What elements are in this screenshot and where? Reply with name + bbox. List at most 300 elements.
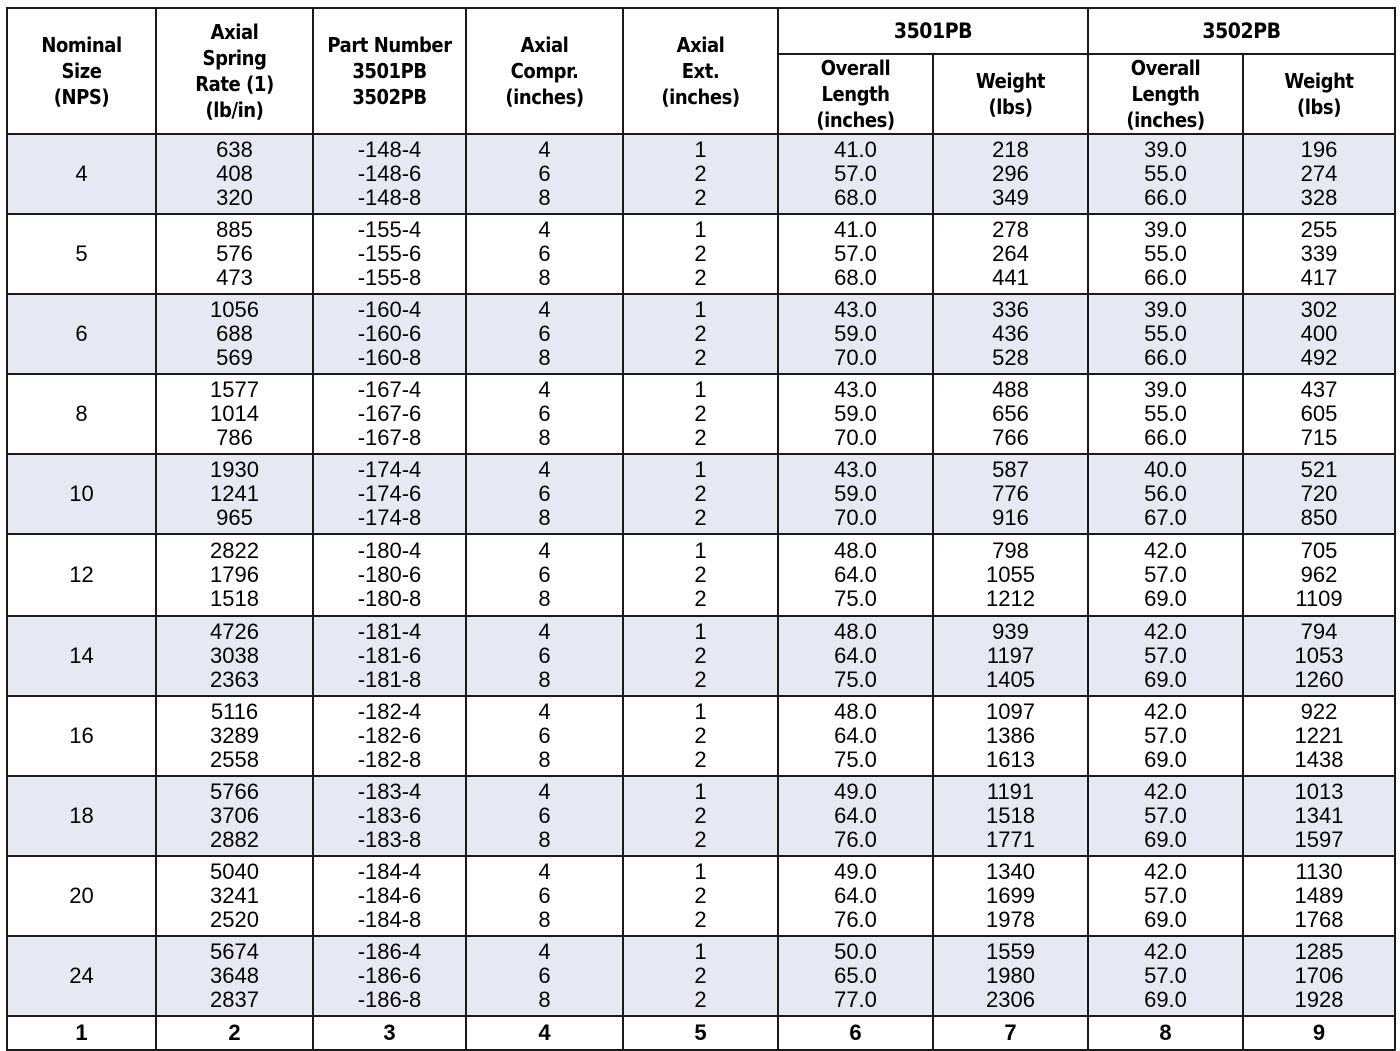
axial-ext-cell [623,776,778,856]
cell-value: 48.0 [834,699,877,724]
cell-value: 8 [538,907,551,932]
3501-weight-cell [933,134,1088,214]
cell-value: 1285 [1294,939,1344,964]
header-group-3502pb: 3502PB [1103,8,1379,54]
header-line: (inches) [1126,108,1205,132]
3501-overall-length-cell [778,454,933,534]
column-number-row [7,1016,1395,1050]
cell-value: 2 [694,907,707,932]
cell-value: -167-4 [357,377,422,402]
cell-value: 1 [694,699,707,724]
header-line: Overall Length [1130,56,1201,106]
cell-value: 40.0 [1144,457,1187,482]
part-number-cell [313,294,466,374]
cell-value: -184-6 [357,883,422,908]
cell-value: 1438 [1294,747,1344,772]
cell-value: 605 [1300,401,1338,426]
cell-value: 218 [992,137,1029,162]
cell-value: 1055 [986,562,1035,587]
column-number-cell: 9 [1243,1016,1395,1050]
cell-value: 1386 [986,723,1035,748]
cell-value: 8 [538,425,551,450]
cell-value: 885 [216,217,253,242]
cell-value: 4 [538,939,551,964]
spring-rate-cell [156,534,313,616]
cell-value: 473 [216,265,253,290]
cell-value: 1930 [210,457,259,482]
table-row [7,534,1395,616]
cell-value: 798 [992,538,1029,563]
cell-value: 922 [1300,699,1338,724]
3502-weight-cell [1243,776,1395,856]
cell-value: 2 [694,185,707,210]
cell-value: 776 [992,481,1029,506]
cell-value: 576 [216,241,253,266]
cell-value: 69.0 [1144,747,1187,772]
spring-rate-cell [156,454,313,534]
header-group-3501pb: 3501PB [794,8,1073,54]
cell-value: 1 [694,377,707,402]
cell-value: 1928 [1294,987,1344,1012]
cell-value: 2 [694,481,707,506]
3501-weight-cell [933,696,1088,776]
cell-value: 705 [1300,538,1338,563]
cell-value: 715 [1300,425,1338,450]
3501-overall-length-cell [778,776,933,856]
cell-value: -180-6 [357,562,422,587]
cell-value: 6 [538,643,551,668]
header-line: Axial [210,20,259,44]
cell-value: 2558 [210,747,259,772]
axial-ext-cell [623,214,778,294]
axial-compr-cell [466,294,623,374]
3502-overall-length-cell [1088,454,1243,534]
cell-value: 2306 [986,987,1035,1012]
cell-value: 1 [694,217,707,242]
cell-value: 2 [694,667,707,692]
cell-value: 638 [216,137,253,162]
cell-value: 1613 [986,747,1035,772]
3501-weight-cell [933,294,1088,374]
cell-value: 1489 [1294,883,1344,908]
cell-value: 2 [694,803,707,828]
header-3501-overall-length [786,54,926,134]
cell-value: 8 [538,586,551,611]
header-nominal-size [14,8,148,134]
cell-value: 50.0 [834,939,877,964]
cell-value: 6 [538,321,551,346]
cell-value: 39.0 [1144,217,1187,242]
3501-overall-length-cell [778,534,933,616]
cell-value: -155-8 [357,265,422,290]
cell-value: 521 [1300,457,1338,482]
cell-value: -181-6 [357,643,422,668]
part-number-cell [313,134,466,214]
cell-value: 6 [538,883,551,908]
part-number-cell [313,616,466,696]
cell-value: -174-4 [357,457,422,482]
cell-value: 2 [694,241,707,266]
cell-value: 1768 [1294,907,1344,932]
cell-value: 1 [694,457,707,482]
cell-value: 1197 [986,643,1035,668]
cell-value: 57.0 [1144,803,1187,828]
cell-value: 569 [216,345,253,370]
part-number-cell [313,374,466,454]
part-number-cell [313,776,466,856]
cell-value: 1341 [1294,803,1344,828]
3501-weight-cell [933,616,1088,696]
header-line: Size [61,59,102,83]
3502-weight-cell [1243,214,1395,294]
cell-value: 56.0 [1144,481,1187,506]
axial-compr-cell [466,936,623,1016]
cell-value: 59.0 [834,401,877,426]
axial-ext-cell [623,936,778,1016]
table-row [7,696,1395,776]
cell-value: 339 [1300,241,1338,266]
cell-value: 8 [538,747,551,772]
cell-value: -160-6 [357,321,422,346]
cell-value: 688 [216,321,253,346]
cell-value: 2 [694,643,707,668]
cell-value: 2 [694,827,707,852]
header-3502-overall-length [1096,54,1236,134]
column-number-cell: 3 [313,1016,466,1050]
cell-value: 850 [1300,505,1338,530]
cell-value: 720 [1300,481,1338,506]
3502-overall-length-cell [1088,856,1243,936]
cell-value: 59.0 [834,481,877,506]
cell-value: 1 [694,538,707,563]
3501-overall-length-cell [778,936,933,1016]
axial-ext-cell [623,616,778,696]
3501-weight-cell [933,936,1088,1016]
cell-value: 1109 [1295,586,1343,611]
cell-value: -174-6 [357,481,422,506]
axial-compr-cell [466,134,623,214]
column-number-cell: 2 [156,1016,313,1050]
axial-compr-cell [466,454,623,534]
cell-value: 1221 [1294,723,1344,748]
cell-value: 2 [694,345,707,370]
cell-value: 296 [992,161,1029,186]
column-number-cell: 8 [1088,1016,1243,1050]
cell-value: 69.0 [1144,586,1187,611]
cell-value: 4 [538,619,551,644]
3502-overall-length-cell [1088,936,1243,1016]
3502-weight-cell [1243,374,1395,454]
cell-value: -160-4 [357,297,422,322]
cell-value: 6 [538,161,551,186]
cell-value: 48.0 [834,619,877,644]
3501-weight-cell [933,374,1088,454]
cell-value: 2 [694,161,707,186]
axial-compr-cell [466,214,623,294]
axial-ext-cell [623,374,778,454]
cell-value: 42.0 [1144,699,1187,724]
3501-overall-length-cell [778,374,933,454]
cell-value: 4 [538,538,551,563]
cell-value: 4 [538,297,551,322]
cell-value: 1980 [986,963,1035,988]
cell-value: 5674 [210,939,259,964]
spec-table-container [6,7,1396,1051]
table-body [7,134,1395,1016]
cell-value: 436 [992,321,1029,346]
3501-weight-cell [933,534,1088,616]
header-line: Ext. [681,59,720,83]
header-line: Weight [1284,69,1354,93]
cell-value: 4 [538,859,551,884]
cell-value: -167-6 [357,401,422,426]
cell-value: 1518 [986,803,1035,828]
nominal-size-cell: 12 [7,534,156,616]
cell-value: 66.0 [1144,185,1187,210]
cell-value: 57.0 [1144,562,1187,587]
header-line: (lb/in) [205,98,264,122]
header-line: Part Number [327,33,452,57]
cell-value: -148-6 [357,161,422,186]
header-line: 3502PB [352,85,427,109]
cell-value: 587 [992,457,1029,482]
spring-rate-cell [156,936,313,1016]
cell-value: 488 [992,377,1029,402]
spring-rate-cell [156,696,313,776]
nominal-size-cell: 8 [7,374,156,454]
cell-value: 75.0 [834,747,877,772]
cell-value: 1212 [986,586,1035,611]
cell-value: 3038 [210,643,259,668]
cell-value: 4726 [210,619,259,644]
cell-value: 336 [992,297,1029,322]
cell-value: 66.0 [1144,345,1187,370]
spring-rate-cell [156,776,313,856]
cell-value: -155-4 [357,217,422,242]
cell-value: 39.0 [1144,137,1187,162]
cell-value: 66.0 [1144,265,1187,290]
cell-value: -167-8 [357,425,422,450]
cell-value: 492 [1300,345,1338,370]
3502-weight-cell [1243,454,1395,534]
3501-overall-length-cell [778,214,933,294]
cell-value: 59.0 [834,321,877,346]
cell-value: 1796 [210,562,259,587]
table-footer [7,1016,1395,1050]
table-row [7,214,1395,294]
cell-value: 68.0 [834,265,877,290]
3502-overall-length-cell [1088,134,1243,214]
cell-value: 8 [538,185,551,210]
3501-overall-length-cell [778,696,933,776]
cell-value: -155-6 [357,241,422,266]
3502-overall-length-cell [1088,616,1243,696]
cell-value: 41.0 [834,137,877,162]
cell-value: 57.0 [1144,963,1187,988]
axial-ext-cell [623,454,778,534]
part-number-cell [313,214,466,294]
spring-rate-cell [156,294,313,374]
cell-value: 196 [1300,137,1338,162]
cell-value: 64.0 [834,643,877,668]
cell-value: 2 [694,505,707,530]
cell-value: 69.0 [1144,667,1187,692]
table-header [7,8,1395,134]
cell-value: 64.0 [834,803,877,828]
cell-value: 6 [538,562,551,587]
cell-value: 786 [216,425,253,450]
cell-value: 66.0 [1144,425,1187,450]
cell-value: 75.0 [834,667,877,692]
cell-value: 2 [694,987,707,1012]
3502-overall-length-cell [1088,534,1243,616]
cell-value: 1 [694,939,707,964]
cell-value: 1559 [986,939,1035,964]
cell-value: 2837 [210,987,259,1012]
cell-value: 2 [694,723,707,748]
cell-value: -181-8 [357,667,422,692]
3502-overall-length-cell [1088,374,1243,454]
cell-value: 939 [992,619,1029,644]
cell-value: 2 [694,562,707,587]
cell-value: -182-8 [357,747,422,772]
cell-value: 278 [992,217,1029,242]
cell-value: 2 [694,747,707,772]
cell-value: 255 [1300,217,1338,242]
cell-value: 41.0 [834,217,877,242]
axial-compr-cell [466,856,623,936]
spring-rate-cell [156,214,313,294]
cell-value: 1130 [1295,859,1343,884]
header-axial-spring-rate [164,8,305,134]
cell-value: 2 [694,963,707,988]
header-part-number [321,8,459,134]
cell-value: 4 [538,137,551,162]
cell-value: -160-8 [357,345,422,370]
3501-overall-length-cell [778,294,933,374]
cell-value: 1241 [210,481,259,506]
header-line: (inches) [816,108,895,132]
header-3501-weight [941,54,1081,134]
spring-rate-cell [156,374,313,454]
cell-value: 6 [538,963,551,988]
cell-value: 8 [538,345,551,370]
nominal-size-cell: 24 [7,936,156,1016]
3502-weight-cell [1243,534,1395,616]
cell-value: 2 [694,321,707,346]
table-row [7,374,1395,454]
nominal-size-cell: 18 [7,776,156,856]
cell-value: 656 [992,401,1029,426]
cell-value: 916 [992,505,1029,530]
header-line: Compr. [510,59,579,83]
3501-overall-length-cell [778,616,933,696]
spring-rate-cell [156,616,313,696]
cell-value: 57.0 [1144,643,1187,668]
cell-value: 1053 [1294,643,1344,668]
cell-value: 5766 [210,779,259,804]
cell-value: 417 [1300,265,1338,290]
cell-value: 4 [538,457,551,482]
cell-value: 8 [538,827,551,852]
cell-value: 69.0 [1144,987,1187,1012]
header-line: (inches) [661,85,740,109]
column-number-cell: 4 [466,1016,623,1050]
cell-value: 766 [992,425,1029,450]
cell-value: -184-4 [357,859,422,884]
cell-value: 1 [694,297,707,322]
column-number-cell: 1 [7,1016,156,1050]
cell-value: 67.0 [1144,505,1187,530]
3502-weight-cell [1243,696,1395,776]
header-line: (lbs) [988,95,1033,119]
cell-value: 49.0 [834,859,877,884]
cell-value: -183-6 [357,803,422,828]
cell-value: 794 [1300,619,1338,644]
cell-value: 1 [694,859,707,884]
header-line: (inches) [505,85,584,109]
cell-value: 39.0 [1144,297,1187,322]
cell-value: 42.0 [1144,538,1187,563]
header-line: Nominal [41,33,122,57]
cell-value: 42.0 [1144,859,1187,884]
3502-weight-cell [1243,936,1395,1016]
axial-compr-cell [466,616,623,696]
cell-value: 48.0 [834,538,877,563]
cell-value: 4 [538,377,551,402]
cell-value: 1706 [1294,963,1344,988]
axial-ext-cell [623,134,778,214]
cell-value: 1 [694,137,707,162]
cell-value: 42.0 [1144,619,1187,644]
cell-value: -182-6 [357,723,422,748]
cell-value: 57.0 [834,241,877,266]
expansion-joint-spec-table [6,7,1396,1051]
cell-value: 57.0 [1144,883,1187,908]
header-line: Spring [202,46,267,70]
3502-overall-length-cell [1088,294,1243,374]
cell-value: -186-6 [357,963,422,988]
cell-value: 57.0 [834,161,877,186]
cell-value: 2520 [210,907,259,932]
part-number-cell [313,936,466,1016]
header-line: Overall Length [820,56,891,106]
cell-value: 3706 [210,803,259,828]
table-row [7,936,1395,1016]
cell-value: 4 [538,779,551,804]
cell-value: 1699 [986,883,1035,908]
cell-value: 1013 [1294,779,1344,804]
cell-value: 8 [538,667,551,692]
3502-weight-cell [1243,294,1395,374]
cell-value: 328 [1300,185,1338,210]
cell-value: 1 [694,779,707,804]
cell-value: 3241 [210,883,259,908]
3501-weight-cell [933,776,1088,856]
cell-value: 76.0 [834,827,877,852]
cell-value: -184-8 [357,907,422,932]
3502-weight-cell [1243,616,1395,696]
3502-overall-length-cell [1088,214,1243,294]
cell-value: 43.0 [834,377,877,402]
cell-value: 1771 [986,827,1035,852]
cell-value: 349 [992,185,1029,210]
3502-weight-cell [1243,134,1395,214]
cell-value: 2363 [210,667,259,692]
header-line: (lbs) [1297,95,1341,119]
cell-value: 64.0 [834,723,877,748]
cell-value: 1014 [210,401,259,426]
